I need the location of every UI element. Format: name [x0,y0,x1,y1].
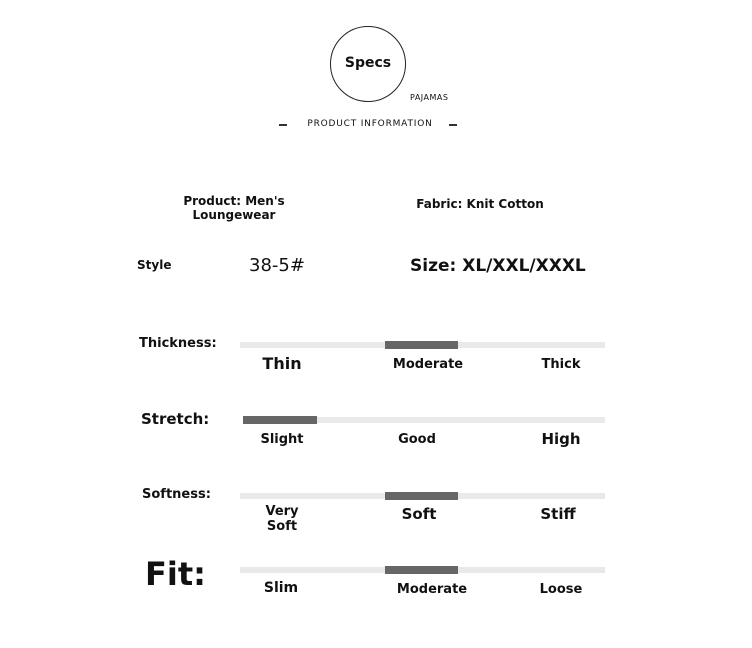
title-dash-right [449,124,457,126]
product-name-line2: Loungewear [192,208,276,222]
stretch-option-slight: Slight [260,432,304,447]
brand-logo: Specs [344,55,392,71]
softness-option-very-soft-line2: Soft [266,519,298,534]
stretch-option-good: Good [398,432,436,447]
softness-indicator [385,492,458,500]
softness-option-very-soft [222,504,342,534]
product-name-line1: Product: Men's [183,194,285,208]
softness-option-stiff: Stiff [540,505,576,523]
thickness-option-moderate: Moderate [392,357,464,372]
fit-option-slim: Slim [263,580,299,596]
style-value: 38-5# [249,255,305,276]
softness-option-very-soft-line1: Very [265,504,299,519]
softness-label: Softness: [142,487,211,502]
fit-option-loose: Loose [539,582,583,597]
fabric: Fabric: Knit Cotton [416,197,544,211]
stretch-label: Stretch: [141,410,210,428]
product-name [160,194,308,222]
stretch-indicator [243,416,317,424]
thickness-option-thin: Thin [262,354,302,373]
thickness-option-thick: Thick [541,357,581,372]
thickness-label: Thickness: [139,336,217,351]
fit-option-moderate: Moderate [396,582,468,597]
section-title: PRODUCT INFORMATION [307,119,433,129]
stretch-option-high: High [541,430,581,448]
brand-sub: PAJAMAS [410,93,449,102]
thickness-indicator [385,341,458,349]
size-value: Size: XL/XXL/XXXL [410,256,586,276]
style-label: Style [137,258,172,272]
softness-option-soft: Soft [401,505,437,523]
fit-label: Fit: [145,555,206,593]
fit-indicator [385,566,458,574]
